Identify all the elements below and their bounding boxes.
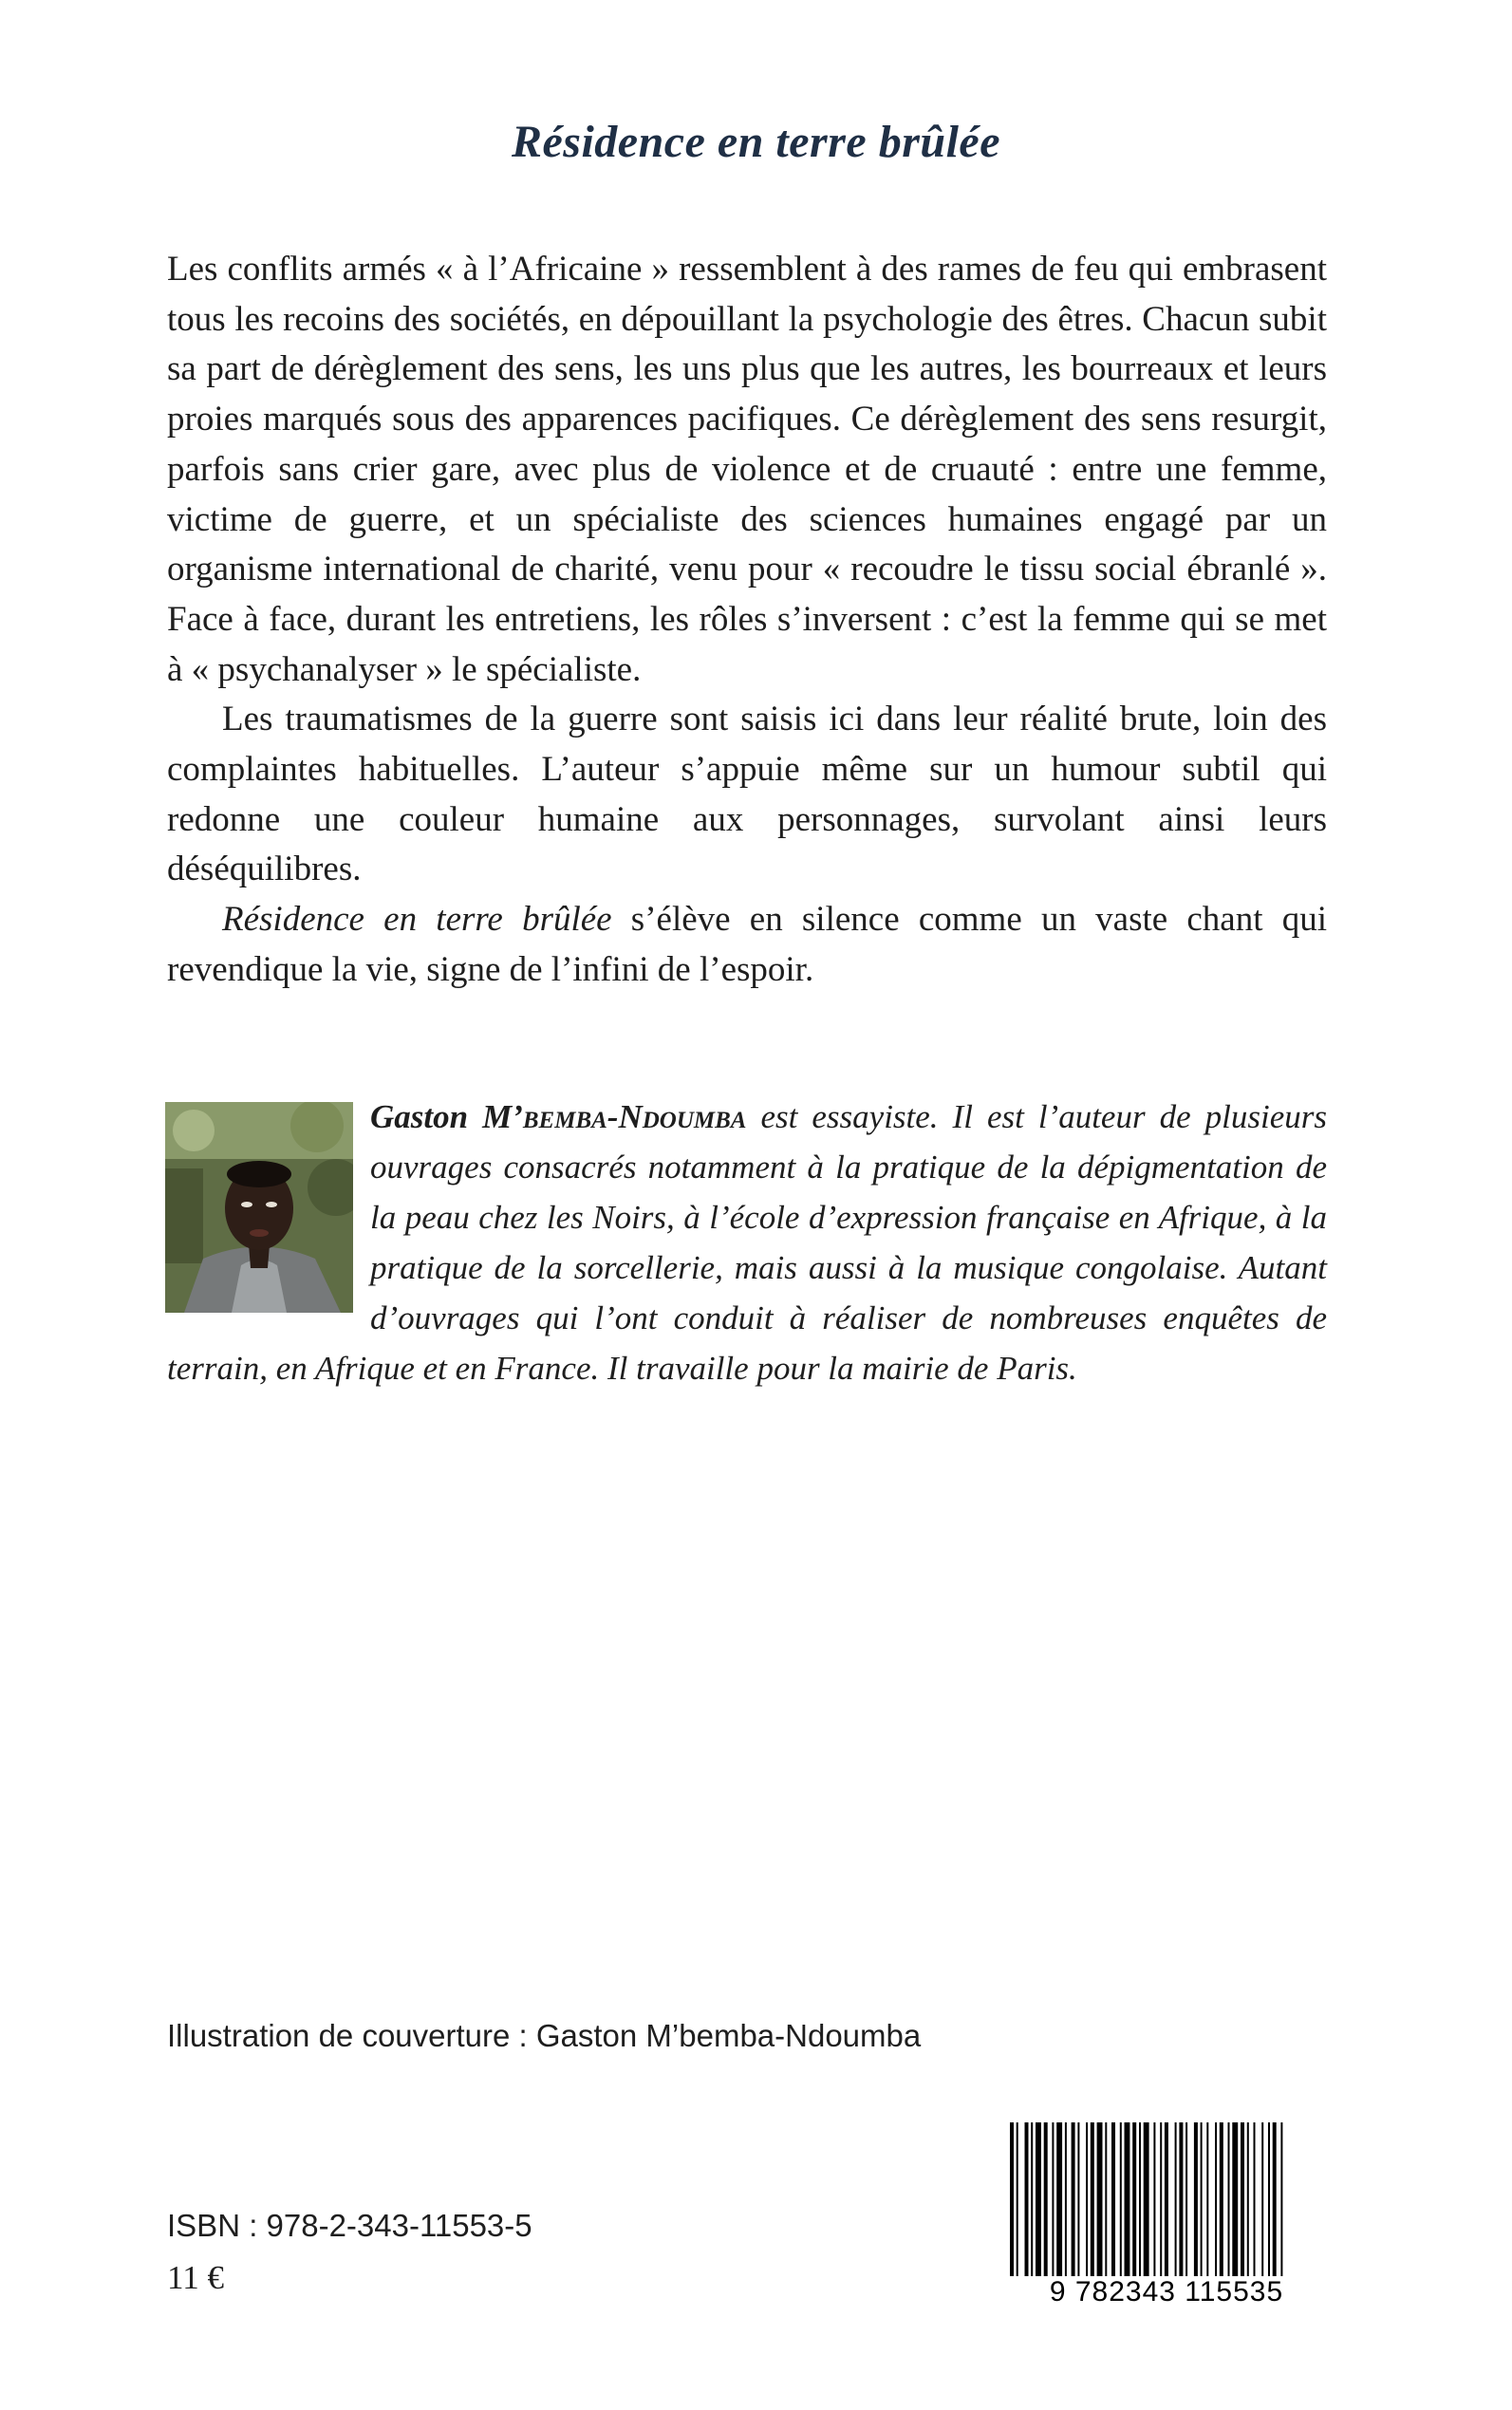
barcode-digits: 9 782343 115535 <box>1006 2276 1327 2308</box>
barcode-bar <box>1139 2122 1141 2284</box>
barcode-bar <box>1144 2122 1149 2284</box>
barcode-bar <box>1261 2122 1263 2284</box>
barcode-bar <box>1206 2122 1208 2284</box>
barcode-bar <box>1194 2122 1198 2284</box>
barcode-bar <box>1077 2122 1079 2284</box>
barcode-bar <box>1120 2122 1122 2284</box>
author-first-name: Gaston M’ <box>370 1098 523 1135</box>
author-last-name: bemba-Ndoumba <box>522 1098 747 1135</box>
isbn: ISBN : 978-2-343-11553-5 <box>167 2208 532 2243</box>
barcode-bar <box>1072 2122 1075 2284</box>
author-name <box>370 1098 746 1135</box>
barcode-bar <box>1232 2122 1238 2284</box>
barcode-bar <box>1111 2122 1115 2284</box>
cover-illustration-credit: Illustration de couverture : Gaston M’bemba-Ndoumba <box>167 2018 922 2053</box>
barcode-bar <box>1220 2122 1223 2284</box>
back-cover-blurb <box>167 245 1327 996</box>
barcode-bar <box>1165 2122 1168 2284</box>
barcode-bar <box>1025 2122 1029 2284</box>
barcode-bar <box>1044 2122 1048 2284</box>
barcode-bar <box>1031 2122 1033 2284</box>
author-bio-text: est essayiste. Il est l’auteur de plusieurs ouvrages consacrés notamment à la pratique de la dépigmentation de la peau chez les Noirs, à l’école d’expression française en Afrique, à la pratique de la sorcellerie, mais aussi à la musique congolaise. Autant d’ouvrages qui l’ont conduit à réaliser de nombreuses enquêtes de terrain, en Afrique et en France. Il travaille pour la mairie de Paris. <box>167 1098 1327 1387</box>
barcode-bar <box>1273 2122 1277 2284</box>
barcode-bar <box>1086 2122 1088 2284</box>
photo-spacer <box>167 1092 370 1343</box>
barcode-bar <box>1228 2122 1230 2284</box>
barcode-bar <box>1125 2122 1130 2284</box>
barcode-bar <box>1132 2122 1136 2284</box>
barcode-bar <box>1036 2122 1041 2284</box>
book-title: Résidence en terre brûlée <box>511 117 1001 167</box>
barcode-bar <box>1179 2122 1183 2284</box>
barcode-bar <box>1065 2122 1067 2284</box>
barcode-bar <box>1215 2122 1217 2284</box>
barcode-bar <box>1185 2122 1187 2284</box>
price: 11 € <box>167 2259 224 2296</box>
blurb-paragraph-3 <box>167 895 1327 995</box>
barcode-bar <box>1247 2122 1249 2284</box>
barcode-bar <box>1091 2122 1094 2284</box>
barcode-bar <box>1268 2122 1270 2284</box>
barcode-bar <box>1201 2122 1203 2284</box>
barcode-bar <box>1056 2122 1062 2284</box>
barcode-bar <box>1097 2122 1103 2284</box>
barcode-bar <box>1052 2122 1054 2284</box>
blurb-paragraph-3-text: s’élève en silence comme un vaste chant qui revendique la vie, signe de l’infini de l’espoir. <box>167 900 1327 989</box>
barcode-bar <box>1153 2122 1155 2284</box>
blurb-title-reference: Résidence en terre brûlée <box>222 900 612 940</box>
author-bio <box>167 1092 1327 1393</box>
blurb-paragraph-1: Les conflits armés « à l’Africaine » ressemblent à des rames de feu qui embrasent tous les recoins des sociétés, en dépouillant la psychologie des êtres. Chacun subit sa part de dérèglement des sens, les uns plus que les autres, les bourreaux et leurs proies marqués sous des apparences pacifiques. Ce dérèglement des sens resurgit, parfois sans crier gare, avec plus de violence et de cruauté : entre une femme, victime de guerre, et un spécialiste des sciences humaines engagé par un organisme international de charité, venu pour « recoudre le tissu social ébranlé ». Face à face, durant les entretiens, les rôles s’inversent : c’est la femme qui se met à « psychanalyser » le spécialiste. <box>167 250 1327 689</box>
barcode-bar <box>1280 2122 1282 2284</box>
barcode-bar <box>1105 2122 1107 2284</box>
barcode-bar <box>1010 2122 1014 2284</box>
barcode-bar <box>1241 2122 1244 2284</box>
blurb-paragraph-2: Les traumatismes de la guerre sont saisis ici dans leur réalité brute, loin des complaintes habituelles. L’auteur s’appuie même sur un humour subtil qui redonne une couleur humaine aux personnages, survolant ainsi leurs déséquilibres. <box>167 700 1327 889</box>
barcode-bar <box>1160 2122 1162 2284</box>
barcode-bar <box>1254 2122 1256 2284</box>
barcode-bar <box>1017 2122 1018 2284</box>
barcode-bar <box>1175 2122 1177 2284</box>
